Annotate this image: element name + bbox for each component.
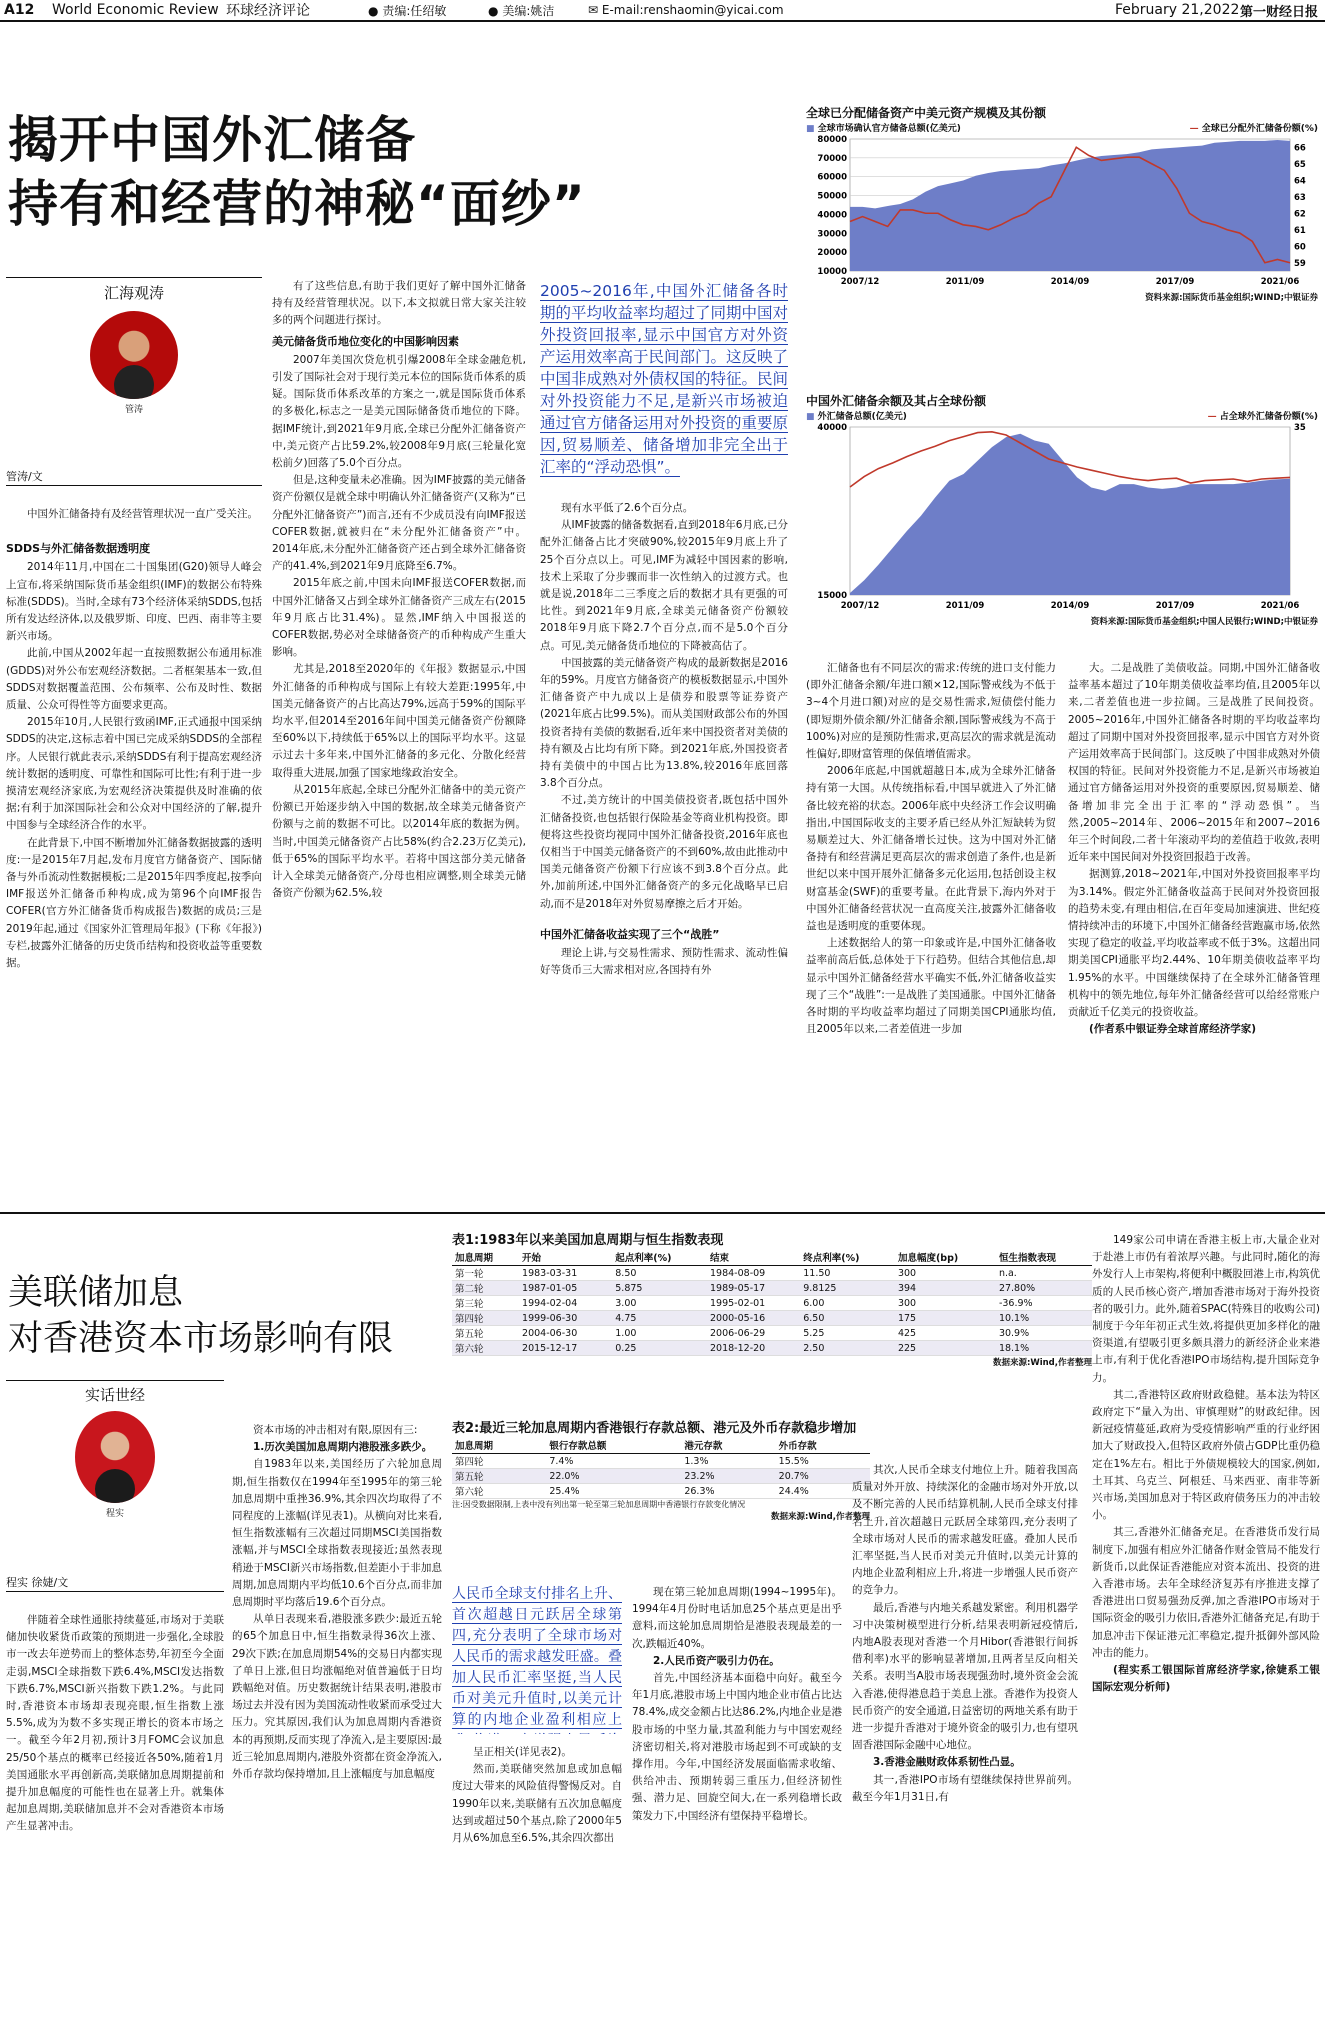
y-right-tick-label: 60: [1294, 242, 1306, 253]
table-row: [452, 1469, 870, 1484]
paragraph: 2006年底起,中国就超越日本,成为全球外汇储备持有第一大国。从传统指标看,中国早就进入了外汇储备比较充裕的状态。2006年底中央经济工作会议明确指出,中国国际收支的主要矛盾已经从外汇短缺转为贸易顺差过大、外汇储备增长过快。这为中国对外汇储备持有和经营满足更高层次的需求创造了条件,也是新世纪以来中国开展外汇储备多元化运用,包括创设主权财富基金(SWF)的重要考量。在此背景下,海内外对于中国外汇储备经营状况一直高度关注,披露外汇储备收益也是透明度的重要体现。: [806, 765, 1056, 933]
paragraph: 现在第三轮加息周期(1994~1995年)。1994年4月份时电话加息25个基点更是出乎意料,而这轮加息周期恰是港股表现最差的一次,跌幅近40%。: [632, 1586, 842, 1650]
article1-column-4: [806, 660, 1056, 1190]
table-cell: 第六轮: [452, 1484, 546, 1499]
table-row: [452, 1296, 1092, 1311]
paragraph: 据测算,2018~2021年,中国对外投资回报率平均为3.14%。假定外汇储备收益高于民间对外投资回报的趋势未变,有理由相信,在百年变局加速演进、世纪疫情持续冲击的环境下,中国外汇储备经营跑赢市场,依然实现了稳定的收益,平均收益率或不低于3%。这超出同期美国CPI通胀平均2.44%、10年期美债收益率平均1.95%的水平。中国继续保持了在全球外汇储备管理机构中的领先地位,每年外汇储备经营可以给经常账户贡献近千亿美元的投资收益。: [1068, 868, 1320, 1019]
x-tick-label: 2014/09: [1050, 277, 1090, 287]
paragraph: 但是,这种变量未必准确。因为IMF披露的美元储备资产份额仅是就全球中明确认外汇储备资产(又称为“已分配外汇储备资产”)而言,还有不少成员没有向IMF报送COFER数据,就被归在“未分配外汇储备资产”中。2014年底,未分配外汇储备资产还占到全球外汇储备资产的41.4%,到2021年9月底降至6.7%。: [272, 474, 526, 573]
editor-icon: ●: [368, 3, 379, 18]
legend-swatch: ■: [806, 124, 815, 134]
designer-text: 美编:姚洁: [502, 3, 555, 18]
table-row: [452, 1484, 870, 1499]
table-cell: 第三轮: [452, 1296, 519, 1311]
paragraph: 149家公司申请在香港主板上市,大量企业对于赴港上市仍有着浓厚兴趣。与此同时,随化的海外发行人上市架构,将便利中概股回港上市,构筑优质的人民币核心资产,增加香港市场对于海外投资者的吸引力。此外,随着SPAC(特殊目的收购公司)制度于今年年初正式生效,将提供更加多样化的融资渠道,有望吸引更多颇具潜力的新经济企业来港上市,有利于优化香港IPO市场结构,提升国际竞争力。: [1092, 1234, 1320, 1384]
table-cell: 4.75: [612, 1311, 707, 1326]
table-body: [452, 1454, 870, 1499]
column-name: 实话世经: [84, 1386, 145, 1404]
paragraph: 资本市场的冲击相对有限,原因有三:: [253, 1424, 418, 1436]
table-cell: n.a.: [996, 1266, 1092, 1281]
y-right-tick-label: 59: [1294, 258, 1306, 269]
column-header: 恒生指数表现: [996, 1249, 1092, 1266]
chart-1-plot: [806, 133, 1318, 287]
page-number: A12: [4, 2, 35, 18]
column-header: 外币存款: [776, 1437, 870, 1454]
table-cell: 2.50: [800, 1341, 895, 1356]
table-cell: 2004-06-30: [519, 1326, 612, 1341]
x-tick-label: 2014/09: [1050, 601, 1090, 611]
table-cell: 第六轮: [452, 1341, 519, 1356]
column-header: 银行存款总额: [546, 1437, 681, 1454]
article2-column-2: [232, 1422, 442, 2012]
paragraph: 从2015年底起,全球已分配外汇储备中的美元资产份额已开始逐步纳入中国的数据,故全球美元储备资产份额与之前的数据不可比。以2014年底的数据为例。当时,中国美元储备资产占比58%(约合2.23万亿美元),低于65%的国际平均水平。若将中国这部分美元储备计入全球美元储备资产,分母也相应调整,则全球美元储备资产份额为62.5%,较: [272, 783, 526, 900]
table-cell: 6.50: [800, 1311, 895, 1326]
article1-column-1: [6, 506, 262, 1190]
table-cell: 24.4%: [776, 1484, 870, 1499]
table-cell: 1987-01-05: [519, 1281, 612, 1296]
mail-icon: ✉: [588, 3, 599, 17]
paragraph: 上述数据给人的第一印象或许是,中国外汇储备收益率前高后低,总体处于下行趋势。但结合其他信息,却显示中国外汇储备经营水平确实不低,外汇储备收益实现了三个“战胜”:一是战胜了美国通胀。中国外汇储备各时期的平均收益率均超过了同期美国CPI通胀均值,且2005年以来,二者差值进一步加: [806, 937, 1056, 1036]
table-row: [452, 1326, 1092, 1341]
y-left-tick-label: 20000: [817, 248, 847, 259]
column-header: 加息幅度(bp): [895, 1249, 996, 1266]
headline-line2: 对香港资本市场影响有限: [8, 1319, 394, 1359]
table-cell: 0.25: [612, 1341, 707, 1356]
table-row: [452, 1266, 1092, 1281]
table-cell: 11.50: [800, 1266, 895, 1281]
legend-item: [1208, 409, 1318, 422]
paragraph: 2007年美国次贷危机引爆2008年全球金融危机,引发了国际社会对于现行美元本位的国际货币体系的质疑。国际货币体系改革的方案之一,就是国际货币体系的多极化,标志之一是美元国际储备货币地位的下降。据IMF统计,到2021年9月底,全球已分配外汇储备资产中,美元资产占比59.2%,较2008年9月底(三轮量化宽松前夕)回落了5.0个百分点。: [272, 353, 526, 470]
y-left-tick-label: 50000: [817, 191, 847, 202]
article1-headline: [8, 108, 788, 236]
column-header: 起点利率(%): [612, 1249, 707, 1266]
section-cn: 环球经济评论: [226, 3, 310, 19]
table-cell: 26.3%: [681, 1484, 775, 1499]
chart-title: 中国外汇储备余额及其占全球份额: [806, 394, 987, 408]
table-cell: 1999-06-30: [519, 1311, 612, 1326]
article2-column-1: [6, 1612, 224, 2012]
table-cell: 30.9%: [996, 1326, 1092, 1341]
legend-label: 全球已分配外汇储备份额(%): [1201, 124, 1318, 134]
table-source: 数据来源:Wind,作者整理: [992, 1358, 1092, 1368]
article2-column-5: [852, 1462, 1078, 2012]
table-row: [452, 1281, 1092, 1296]
article2-headline: [8, 1270, 448, 1362]
paragraph: 首先,中国经济基本面稳中向好。截至今年1月底,港股市场上中国内地企业市值占比达78.4%,成交金额占比达86.2%,内地企业是港股市场的中坚力量,其盈利能力与中国宏观经济密切相关,将对港股市场起到不可或缺的支撑作用。今年,中国经济发展面临需求收缩、供给冲击、预期转弱三重压力,但经济韧性强、潜力足、回旋空间大,在一系列稳增长政策发力下,中国经济有望保持平稳增长。: [632, 1672, 842, 1822]
x-tick-label: 2021/06: [1260, 277, 1300, 287]
table-cell: 175: [895, 1311, 996, 1326]
table-cell: 1983-03-31: [519, 1266, 612, 1281]
author-box: [6, 282, 262, 415]
y-left-tick-label: 40000: [817, 423, 847, 433]
headline-line2: 持有和经营的神秘“面纱”: [8, 175, 586, 233]
legend-item: [1190, 121, 1318, 134]
table-cell: 23.2%: [681, 1469, 775, 1484]
y-right-tick-label: 65: [1294, 159, 1306, 170]
column-header: 终点利率(%): [800, 1249, 895, 1266]
paragraph: 最后,香港与内地关系越发紧密。利用机器学习中决策树模型进行分析,结果表明新冠疫情后,内地A股表现对香港一个月Hibor(香港银行间拆借利率)水平的影响显著增加,且两者呈反向相关关系。表明当A股市场表现强劲时,境外资金会流入香港,使得港息趋于美息上涨。香港作为投资人民币资产的安全通道,日益密切的两地关系有助于进一步提升香港对于境外资金的吸引力,也有望巩固香港国际金融中心地位。: [852, 1601, 1078, 1752]
paragraph: 2014年11月,中国在二十国集团(G20)领导人峰会上宣布,将采纳国际货币基金组织(IMF)的数据公布特殊标准(SDDS)。当时,全球有73个经济体采纳SDDS,包括所有发达经济体,以及俄罗斯、印度、巴西、南非等主要新兴市场。: [6, 561, 262, 643]
lede: 中国外汇储备持有及经营管理状况一直广受关注。: [27, 508, 258, 520]
author-box: [6, 1384, 224, 1519]
divider: [6, 277, 262, 278]
email-text: E-mail:renshaomin@yicai.com: [601, 3, 784, 17]
table-cell: 1995-02-01: [707, 1296, 800, 1311]
table-cell: 第四轮: [452, 1454, 546, 1469]
section-title: 中国外汇储备收益实现了三个“战胜”: [540, 927, 720, 941]
pull-quote-text: 人民币全球支付排名上升、首次超越日元跃居全球第四,充分表明了全球市场对人民币的需求越发旺盛。叠加人民币汇率坚挺,当人民币对美元升值时,以美元计算的内地企业盈利相应上: [452, 1586, 622, 1734]
paragraph: 伴随着全球性通胀持续蔓延,市场对于美联储加快收紧货币政策的预期进一步强化,全球股市一改去年逆势而上的整体态势,年初至今全面走弱,MSCI全球指数下跌6.4%,MSCI发达指数下跌6.7%,MSCI新兴指数下跌1.2%。与此同时,香港资本市场却表现亮眼,恒生指数上涨5.5%,成为为数不多实现正增长的资本市场之一。截至今年2月初,预计3月FOMC会议加息25/50个基点的概率已经接近各50%,随着1月美国通胀水平再创新高,美联储加息周期提前和提升加息幅度的可能性也在显著上升。就集体起加息周期,美联储加息并不会对香港资本市场产生显著冲击。: [6, 1614, 224, 1833]
paragraph: 然而,美联储突然加息或加息幅度过大带来的风险值得警惕反对。自1990年以来,美联储有五次加息幅度达到或超过50个基点,除了2000年5月从6%加息至6.5%,其余四次都出: [452, 1763, 622, 1845]
y-right-tick-label: 61: [1294, 225, 1306, 236]
table-cell: 15.5%: [776, 1454, 870, 1469]
author-photo: [75, 1411, 155, 1503]
photo-caption: 程实: [105, 1509, 124, 1519]
designer: [488, 2, 554, 19]
table-cell: -36.9%: [996, 1296, 1092, 1311]
headline-line1: 美联储加息: [8, 1273, 184, 1313]
pull-quote-text: 2005~2016年,中国外汇储备各时期的平均收益率均超过了同期中国对外投资回报率,显示中国官方对外资产运用效率高于民间部门。这反映了中国非成熟对外债权国的特征。民间对外投资能力不足,是新兴市场被迫通过官方储备运用对外投资的重要原因,贸易顺差、储备增加非完全出于汇率的“浮动恐惧”。: [540, 282, 788, 476]
paragraph: 其一,香港IPO市场有望继续保持世界前列。截至今年1月31日,有: [852, 1773, 1078, 1803]
divider: [6, 485, 262, 486]
subhead: 1.历次美国加息周期内港股涨多跌少。: [253, 1441, 433, 1454]
section-title: 美元储备货币地位变化的中国影响因素: [272, 334, 459, 348]
table-cell: 第一轮: [452, 1266, 519, 1281]
table-row: [452, 1311, 1092, 1326]
x-tick-label: 2017/09: [1155, 601, 1195, 611]
paragraph: 其次,人民币全球支付地位上升。随着我国高质量对外开放、持续深化的金融市场对外开放,以及不断完善的人民币结算机制,人民币全球支付排名上升,首次超越日元跃居全球第四,充分表明了全球市场对人民币的需求越发旺盛。叠加人民币汇率坚挺,当人民币对美元升值时,以美元计算的内地企业盈利相应上升,将进一步增强人民币资产的竞争力。: [852, 1464, 1078, 1597]
author-photo: [90, 311, 178, 399]
table-cell: 8.50: [612, 1266, 707, 1281]
paragraph: 现有水平低了2.6个百分点。: [561, 502, 694, 514]
headline-line1: 揭开中国外汇储备: [8, 111, 416, 169]
legend-label: 外汇储备总额(亿美元): [817, 412, 907, 422]
table-note: 注:因受数据限制,上表中没有列出第一轮至第三轮加息周期中香港银行存款变化情况: [452, 1500, 746, 1509]
article-divider: [0, 1212, 1325, 1214]
column-header: 港元存款: [681, 1437, 775, 1454]
editor: [368, 2, 446, 19]
legend-item: [806, 409, 907, 422]
y-right-tick-label: 66: [1294, 143, 1306, 154]
table-cell: 2015-12-17: [519, 1341, 612, 1356]
table-1: [452, 1232, 1092, 1368]
y-left-tick-label: 80000: [817, 135, 847, 145]
x-tick-label: 2021/06: [1260, 601, 1300, 611]
x-tick-label: 2007/12: [840, 601, 880, 611]
article1-column-5: [1068, 660, 1320, 1190]
y-right-tick-label: 64: [1294, 176, 1306, 187]
section-en: World Economic Review: [52, 2, 219, 18]
table-cell: 3.00: [612, 1296, 707, 1311]
email: [588, 3, 784, 17]
paragraph: 大。二是战胜了美债收益。同期,中国外汇储备收益率基本超过了10年期美债收益率均值,且2005年以来,二者差值也进一步拉阔。三是战胜了民间投资。2005~2016年,中国外汇储备各时期的平均收益率均超过了同期中国对外投资回报率,显示中国官方对外资产运用效率高于民间部门。这反映了中国非成熟对外债权国的特征。民间对外投资能力不足,是新兴市场被迫通过官方储备运用对外投资的重要原因,贸易顺差、储备增加非完全出于汇率的“浮动恐惧”。当然,2005~2014年、2006~2015年和2007~2016年三个时间段,二者十年滚动平均的差值趋于收敛,表明近年来中国民间对外投资回报趋于改善。: [1068, 662, 1320, 864]
article2-column-3: [452, 1744, 622, 2012]
article1-column-2: [272, 278, 526, 1190]
paragraph: 其三,香港外汇储备充足。在香港货币发行局制度下,加强有相应外汇储备作财金管局不能发行新货币,以此保证香港能应对资本流出、投资的进入香港市场。去年全球经济复苏有序推进支撑了香港进出口贸易强劲反弹,加之香港IPO市场对于国际资金的吸引力依旧,香港外汇储备充足,有助于加息冲击下保证港元汇率稳定,提升抵御外部风险冲击的能力。: [1092, 1526, 1320, 1659]
table-cell: 425: [895, 1326, 996, 1341]
paragraph: 2015年10月,人民银行致函IMF,正式通报中国采纳SDDS的决定,这标志着中国已完成采纳SDDS的全部程序。人民银行就此表示,采纳SDDS有利于提高宏观经济统计数据的透明度、可靠性和国际可比性;有利于进一步摸清宏观经济家底,为宏观经济决策提供及时准确的依据;有利于加深国际社会和公众对中国经济的了解,提升中国参与全球经济合作的水平。: [6, 716, 262, 832]
paper-name: 第一财经日报: [1240, 4, 1319, 20]
table-2: [452, 1420, 870, 1522]
chart-2-plot: [806, 421, 1318, 611]
table-body: [452, 1266, 1092, 1356]
table-cell: 10.1%: [996, 1311, 1092, 1326]
chart-source: 资料来源:国际货币基金组织;WIND;中银证券: [1145, 293, 1318, 303]
x-tick-label: 2007/12: [840, 277, 880, 287]
article2-column-4: [632, 1584, 842, 2012]
table-header-row: [452, 1249, 1092, 1266]
paragraph: 从单日表现来看,港股涨多跌少:最近五轮的65个加息日中,恒生指数录得36次上涨、29次下跌;在加息周期54%的交易日内都实现了单日上涨,但日均涨幅绝对值普遍低于日均跌幅绝对值。历史数据统计结果表明,港股市场过去并没有因为美国流动性收紧而承受过大压力。究其原因,我们认为加息周期内香港资本的再预期,反而实现了净流入,是主要原因:最近三轮加息周期内,港股外资都在资金净流入,外币存款均保持增加,且上涨幅度与加息幅度: [232, 1613, 442, 1781]
byline: 管涛/文: [6, 470, 43, 483]
table-2-grid: [452, 1437, 870, 1499]
legend-swatch: —: [1189, 124, 1199, 134]
table-cell: 2018-12-20: [707, 1341, 800, 1356]
designer-icon: ●: [488, 3, 499, 18]
table-title: 表2:最近三轮加息周期内香港银行存款总额、港元及外币存款稳步增加: [452, 1421, 857, 1436]
y-left-tick-label: 10000: [817, 267, 847, 277]
table-row: [452, 1454, 870, 1469]
column-header: 结束: [707, 1249, 800, 1266]
paragraph: 在此背景下,中国不断增加外汇储备数据披露的透明度:一是2015年7月起,发布月度官方储备资产、国际储备与外币流动性数据模板;二是2015年四季度起,按季向IMF报送外汇储备币种构成,成为第96个向IMF报告COFER(官方外汇储备货币构成报告)数据的成员;三是2019年起,通过《国家外汇管理局年报》(下称《年报》)专栏,披露外汇储备的历史货币结构和投资收益等重要数据。: [6, 836, 262, 970]
table-cell: 6.00: [800, 1296, 895, 1311]
table-header-row: [452, 1437, 870, 1454]
article2-column-6: [1092, 1232, 1320, 2012]
article1-column-3: [540, 500, 788, 1190]
paragraph: 汇储备也有不同层次的需求:传统的进口支付能力(即外汇储备余额/年进口额×12,国际警戒线为不低于3~4个月进口额)对应的是交易性需求,短债偿付能力(即短期外债余额/外汇储备余额,国际警戒线为不高于100%)对应的是预防性需求,更高层次的需求就是流动性偏好,即财富管理的保值增值需求。: [806, 662, 1056, 761]
subhead: 3.香港金融财政体系韧性凸显。: [873, 1756, 1021, 1769]
chart-2: [806, 392, 1318, 627]
table-cell: 22.0%: [546, 1469, 681, 1484]
legend-label: 全球市场确认官方储备总额(亿美元): [817, 124, 961, 134]
author-note: (程实系工银国际首席经济学家,徐婕系工银国际宏观分析师): [1092, 1664, 1320, 1694]
paragraph: 不过,美方统计的中国美债投资者,既包括中国外汇储备投资,也包括银行保险基金等商业机构投资。即便将这些投资均视同中国外汇储备投资,2016年底也仅相当于中国美元储备资产的不到60%,故由此推动中国美元储备资产份额下行应该不到3.8个百分点。此外,加前所述,中国外汇储备资产的多元化战略早已启动,而不是2018年对外贸易摩擦之后才开始。: [540, 794, 788, 910]
legend-item: [806, 121, 961, 134]
table-cell: 2006-06-29: [707, 1326, 800, 1341]
table-cell: 27.80%: [996, 1281, 1092, 1296]
chart-1: [806, 104, 1318, 303]
table-cell: 第五轮: [452, 1469, 546, 1484]
table-cell: 1984-08-09: [707, 1266, 800, 1281]
paragraph: 理论上讲,与交易性需求、预防性需求、流动性偏好等货币三大需求相对应,各国持有外: [540, 947, 788, 977]
legend-label: 占全球外汇储备份额(%): [1219, 412, 1318, 422]
divider: [6, 1591, 224, 1592]
table-cell: 300: [895, 1266, 996, 1281]
chart-source: 资料来源:国际货币基金组织;中国人民银行;WIND;中银证券: [1090, 617, 1318, 627]
column-header: 加息周期: [452, 1437, 546, 1454]
page-header: [0, 0, 1325, 22]
paragraph: 尤其是,2018至2020年的《年报》数据显示,中国外汇储备的币种构成与国际上有较大差距:1995年,中国美元储备资产的占比高达79%,远高于59%的国际平均水平,但2014至2016年间中国美元储备资产份额降至60%以下,持续低于65%以上的国际平均水平。这显示过去十多年来,中国外汇储备的多元化、分散化经营取得重大进展,加强了国家地缘政治安全。: [272, 663, 526, 779]
paragraph: 此前,中国从2002年起一直按照数据公布通用标准(GDDS)对外公布宏观经济数据。二者框架基本一致,但SDDS对数据覆盖范围、公布频率、公布及时性、数据质量、公众可得性等方面要求更高。: [6, 647, 262, 712]
legend-swatch: —: [1207, 412, 1217, 422]
column-name: 汇海观涛: [103, 284, 164, 302]
x-tick-label: 2017/09: [1155, 277, 1195, 287]
table-title: 表1:1983年以来美国加息周期与恒生指数表现: [452, 1233, 724, 1248]
table-cell: 2000-05-16: [707, 1311, 800, 1326]
paragraph: 其二,香港特区政府财政稳健。基本法为特区政府定下“量入为出、审慎理财”的财政纪律。因新冠疫情蔓延,政府为受疫情影响严重的行业纾困加大了财政投入,但特区政府外债占GDP比重仍稳定在1%左右。相比于外债规模较大的国家,例如,土耳其、乌克兰、阿根廷、马来西亚、南非等新兴市场,美国加息对于特区政府债务压力的冲击较小。: [1092, 1388, 1320, 1522]
table-cell: 20.7%: [776, 1469, 870, 1484]
divider: [6, 1380, 224, 1381]
pull-quote: [452, 1584, 622, 1734]
editor-text: 责编:任绍敏: [382, 3, 447, 18]
y-left-tick-label: 40000: [817, 210, 847, 221]
column-header: 开始: [519, 1249, 612, 1266]
y-right-tick-label: 62: [1294, 209, 1306, 220]
y-left-tick-label: 30000: [817, 229, 847, 240]
paragraph: 从IMF披露的储备数据看,直到2018年6月底,已分配外汇储备占比才突破90%,较2015年9月底上升了25个百分点以上。可见,IMF为减轻中国因素的影响,技术上采取了分步骤而非一次性纳入的过渡方式。也就是说,2018年二三季度之后的数据才具有更强的可比性。到2021年9月底,全球美元储备资产份额较2018年9月底下降2.7个百分点,而不是5.0个百分点。可见,美元储备货币地位的下降被高估了。: [540, 519, 788, 652]
table-cell: 5.25: [800, 1326, 895, 1341]
table-cell: 1.3%: [681, 1454, 775, 1469]
byline: 程实 徐婕/文: [6, 1576, 69, 1589]
date: February 21,2022: [1115, 2, 1240, 18]
table-cell: 第四轮: [452, 1311, 519, 1326]
table-cell: 9.8125: [800, 1281, 895, 1296]
subhead: 2.人民币资产吸引力仍在。: [653, 1654, 780, 1667]
paragraph: 中国披露的美元储备资产构成的最新数据是2016年的59%。月度官方储备资产的模板数据显示,中国外汇储备资产中九成以上是债券和股票等证券资产(2021年底占比99.5%)。而从美国财政部公布的外国投资者持有美债的数据看,近年来中国投资者对美债的持有额及占比均有所下降。到2021年底,外国投资者持有美债中的中国占比为13.8%,较2016年底回落3.8个百分点。: [540, 656, 788, 790]
table-source: 数据来源:Wind,作者整理: [770, 1512, 870, 1522]
paragraph: 自1983年以来,美国经历了六轮加息周期,恒生指数仅在1994年至1995年的第三轮加息周期中重挫36.9%,其余四次均取得了不同程度的上涨幅(详见表1)。从横向对比来看,恒生指数涨幅有三次超过同期MSCI美国指数涨幅,并与MSCI全球指数表现接近;虽然表现稍逊于MSCI新兴市场指数,但差距小于非加息周期,加息周期内平均低10.6个百分点,而非加息周期时平均落后19.6个百分点。: [232, 1458, 442, 1609]
x-tick-label: 2011/09: [945, 601, 985, 611]
legend-swatch: ■: [806, 412, 815, 422]
table-1-grid: [452, 1249, 1092, 1356]
pull-quote: [540, 280, 788, 490]
y-right-tick-label: 63: [1294, 192, 1306, 203]
table-cell: 1.00: [612, 1326, 707, 1341]
chart-title: 全球已分配储备资产中美元资产规模及其份额: [806, 106, 1047, 120]
table-cell: 7.4%: [546, 1454, 681, 1469]
photo-caption: 管涛: [124, 405, 143, 415]
table-cell: 第二轮: [452, 1281, 519, 1296]
paragraph: 2015年底之前,中国未向IMF报送COFER数据,而中国外汇储备又占到全球外汇储备资产三成左右(2015年9月底占比31.4%)。显然,IMF纳入中国报送的COFER数据,势必对全球储备资产的币种构成产生重大影响。: [272, 577, 526, 659]
y-left-tick-label: 60000: [817, 172, 847, 183]
table-cell: 300: [895, 1296, 996, 1311]
y-left-tick-label: 70000: [817, 153, 847, 164]
table-cell: 25.4%: [546, 1484, 681, 1499]
author-note: (作者系中银证券全球首席经济学家): [1089, 1023, 1257, 1036]
paragraph: 有了这些信息,有助于我们更好了解中国外汇储备持有及经营管理状况。以下,本文拟就日常大家关注较多的两个问题进行探讨。: [272, 280, 526, 327]
column-header: 加息周期: [452, 1249, 519, 1266]
table-cell: 394: [895, 1281, 996, 1296]
table-cell: 第五轮: [452, 1326, 519, 1341]
section-title: SDDS与外汇储备数据透明度: [6, 542, 151, 556]
table-cell: 5.875: [612, 1281, 707, 1296]
y-left-tick-label: 15000: [817, 591, 847, 601]
table-cell: 225: [895, 1341, 996, 1356]
y-right-tick-label: 35: [1294, 423, 1306, 433]
x-tick-label: 2011/09: [945, 277, 985, 287]
table-row: [452, 1341, 1092, 1356]
table-cell: 1994-02-04: [519, 1296, 612, 1311]
table-cell: 1989-05-17: [707, 1281, 800, 1296]
paragraph: 呈正相关(详见表2)。: [473, 1746, 572, 1758]
table-cell: 18.1%: [996, 1341, 1092, 1356]
